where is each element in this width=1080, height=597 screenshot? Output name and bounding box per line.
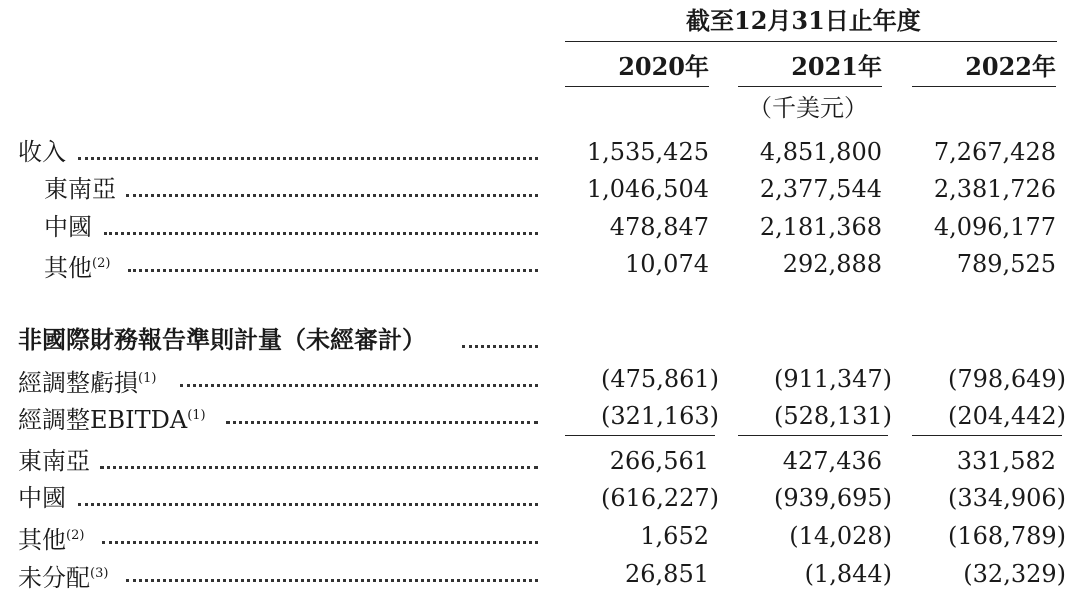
cell: 427,436 [782,447,882,475]
cell: (475,861) [601,365,719,393]
cell: 1,652 [640,522,709,550]
cell: 1,046,504 [586,175,709,203]
cell: 266,561 [609,447,709,475]
dot-leader [104,212,538,242]
unit-label: （千美元） [748,94,868,122]
year-2020: 2020年 [618,52,709,81]
year-2021: 2021年 [791,52,882,81]
cell: 4,096,177 [933,213,1056,241]
cell: 7,267,428 [933,138,1056,166]
dot-leader [100,446,538,476]
cell: 789,525 [956,250,1056,278]
row-revenue-label: 收入 [18,138,66,166]
cell: 2,377,544 [759,175,882,203]
dot-leader [462,325,538,355]
row-ebitda-sea-label: 東南亞 [18,447,90,475]
cell: (334,906) [948,484,1066,512]
dot-leader [226,401,538,431]
cell: 1,535,425 [586,138,709,166]
row-ebitda-others-label: 其他$^{(2)}$ [18,526,85,554]
cell: 26,851 [625,560,709,588]
cell: 292,888 [782,250,882,278]
cell: (528,131) [774,402,892,430]
row-sea-label: 東南亞 [44,175,116,203]
row-adjusted-ebitda-label: 經調整EBITDA$^{(1)}$ [18,406,206,434]
header-rule [565,41,1057,42]
year-rule-2022 [912,86,1056,87]
period-title: 截至12月31日止年度 [686,6,921,35]
row-adjusted-loss-label: 經調整虧損$^{(1)}$ [18,369,157,397]
cell: (939,695) [774,484,892,512]
cell: (168,789) [948,522,1066,550]
non-ifrs-heading: 非國際財務報告準則計量（未經審計） [18,325,426,354]
row-ebitda-china-label: 中國 [18,484,66,512]
cell: 478,847 [609,213,709,241]
cell: (321,163) [601,402,719,430]
dot-leader [180,364,538,394]
cell: (1,844) [804,560,892,588]
cell: 2,381,726 [933,175,1056,203]
dot-leader [102,521,538,551]
cell: 331,582 [956,447,1056,475]
dot-leader [126,174,538,204]
dot-leader [78,137,538,167]
cell: (798,649) [948,365,1066,393]
row-others-label: 其他$^{(2)}$ [44,254,111,282]
row-china-label: 中國 [44,213,92,241]
cell: (32,329) [963,560,1066,588]
cell: (911,347) [774,365,892,393]
cell: 4,851,800 [759,138,882,166]
dot-leader [126,559,538,589]
subtotal-rule-2020 [565,435,715,436]
year-2022: 2022年 [965,52,1056,81]
subtotal-rule-2022 [912,435,1062,436]
subtotal-rule-2021 [738,435,888,436]
dot-leader [78,483,538,513]
cell: 10,074 [625,250,709,278]
cell: (14,028) [789,522,892,550]
row-unallocated-label: 未分配$^{(3)}$ [18,564,109,592]
year-rule-2020 [565,86,709,87]
cell: 2,181,368 [759,213,882,241]
cell: (204,442) [948,402,1066,430]
dot-leader [128,249,538,279]
cell: (616,227) [601,484,719,512]
year-rule-2021 [738,86,882,87]
